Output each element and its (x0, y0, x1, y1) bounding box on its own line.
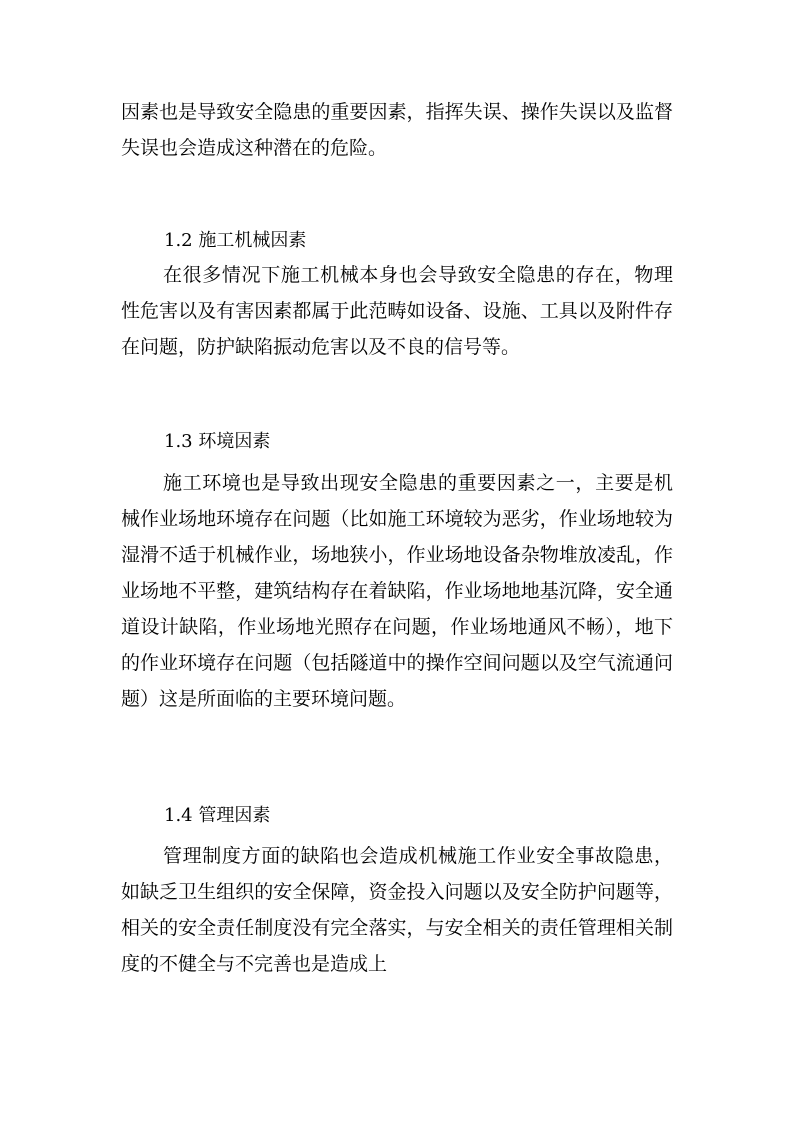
section-heading-1-3: 1.3 环境因素 (164, 431, 271, 452)
paragraph-management: 管理制度方面的缺陷也会造成机械施工作业安全事故隐患，如缺乏卫生组织的安全保障，资金投入问题以及安全防护问题等，相关的安全责任制度没有完全落实，与安全相关的责任管理相关制度的不健全与不完善也是造成上 (121, 845, 673, 975)
section-heading-1-4: 1.4 管理因素 (164, 805, 271, 826)
paragraph-continuation: 因素也是导致安全隐患的重要因素，指挥失误、操作失误以及监督失误也会造成这种潜在的危险。 (121, 101, 673, 159)
paragraph-construction-machinery: 在很多情况下施工机械本身也会导致安全隐患的存在，物理性危害以及有害因素都属于此范畴如设备、设施、工具以及附件存在问题，防护缺陷振动危害以及不良的信号等。 (121, 264, 673, 358)
paragraph-environment: 施工环境也是导致出现安全隐患的重要因素之一，主要是机械作业场地环境存在问题（比如施工环境较为恶劣，作业场地较为湿滑不适于机械作业，场地狭小，作业场地设备杂物堆放凌乱，作业场地不平整，建筑结构存在着缺陷，作业场地地基沉降，安全通道设计缺陷，作业场地光照存在问题，作业场地通风不畅），地下的作业环境存在问题（包括隧道中的操作空间问题以及空气流通问题）这是所面临的主要环境问题。 (121, 472, 673, 710)
section-heading-1-2: 1.2 施工机械因素 (164, 230, 307, 251)
